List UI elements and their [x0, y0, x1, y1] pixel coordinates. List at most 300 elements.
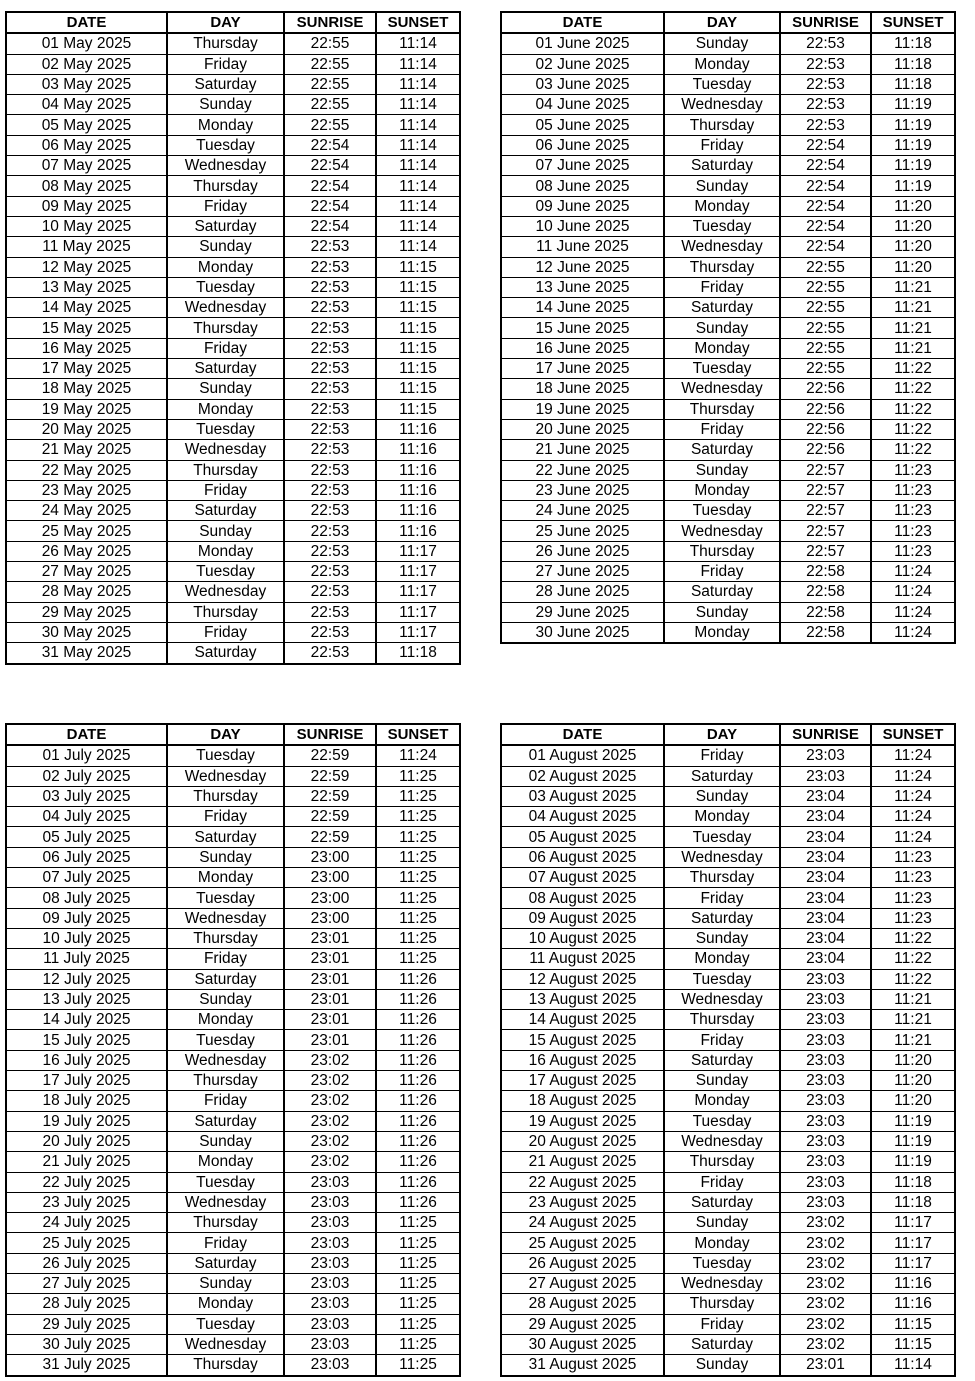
- cell-sunset: 11:20: [871, 1071, 955, 1091]
- cell-sunrise: 22:54: [780, 135, 871, 155]
- cell-date: 25 August 2025: [501, 1233, 664, 1253]
- cell-date: 09 August 2025: [501, 908, 664, 928]
- cell-date: 13 July 2025: [6, 989, 167, 1009]
- table-row: [6, 318, 460, 338]
- cell-date: 15 August 2025: [501, 1030, 664, 1050]
- cell-sunrise: 23:03: [780, 969, 871, 989]
- table-row: [6, 135, 460, 155]
- cell-sunset: 11:25: [376, 807, 460, 827]
- cell-sunset: 11:18: [871, 74, 955, 94]
- cell-sunset: 11:14: [871, 1355, 955, 1376]
- cell-date: 09 June 2025: [501, 196, 664, 216]
- cell-date: 22 June 2025: [501, 460, 664, 480]
- cell-sunrise: 22:53: [780, 95, 871, 115]
- cell-sunrise: 22:54: [284, 216, 376, 236]
- cell-day: Friday: [664, 1030, 780, 1050]
- cell-sunset: 11:18: [871, 54, 955, 74]
- cell-day: Thursday: [167, 460, 284, 480]
- cell-sunrise: 22:55: [284, 33, 376, 54]
- cell-date: 03 June 2025: [501, 74, 664, 94]
- cell-date: 22 August 2025: [501, 1172, 664, 1192]
- header-date: DATE: [6, 12, 167, 33]
- table-row: [501, 399, 955, 419]
- cell-sunrise: 23:02: [284, 1131, 376, 1151]
- cell-day: Monday: [664, 54, 780, 74]
- cell-day: Sunday: [664, 1355, 780, 1376]
- cell-sunrise: 22:55: [780, 257, 871, 277]
- cell-day: Monday: [664, 807, 780, 827]
- cell-date: 17 May 2025: [6, 359, 167, 379]
- cell-date: 03 May 2025: [6, 74, 167, 94]
- cell-date: 17 August 2025: [501, 1071, 664, 1091]
- cell-sunset: 11:25: [376, 949, 460, 969]
- cell-sunrise: 22:53: [284, 521, 376, 541]
- table-row: [501, 196, 955, 216]
- table-row: [6, 1010, 460, 1030]
- cell-sunset: 11:26: [376, 1091, 460, 1111]
- table-row: [6, 257, 460, 277]
- cell-sunset: 11:14: [376, 156, 460, 176]
- cell-day: Sunday: [167, 1274, 284, 1294]
- cell-sunrise: 23:03: [780, 745, 871, 766]
- cell-sunrise: 22:55: [780, 318, 871, 338]
- cell-day: Saturday: [167, 74, 284, 94]
- cell-sunset: 11:25: [376, 1233, 460, 1253]
- cell-date: 27 August 2025: [501, 1274, 664, 1294]
- cell-day: Wednesday: [167, 1334, 284, 1354]
- cell-day: Wednesday: [167, 440, 284, 460]
- cell-sunrise: 23:03: [780, 1030, 871, 1050]
- table-row: [501, 135, 955, 155]
- cell-date: 01 May 2025: [6, 33, 167, 54]
- table-row: [6, 928, 460, 948]
- cell-day: Thursday: [664, 399, 780, 419]
- cell-date: 20 August 2025: [501, 1131, 664, 1151]
- cell-sunrise: 23:03: [780, 1071, 871, 1091]
- cell-date: 06 August 2025: [501, 847, 664, 867]
- cell-date: 11 August 2025: [501, 949, 664, 969]
- cell-day: Wednesday: [664, 521, 780, 541]
- cell-day: Tuesday: [167, 1314, 284, 1334]
- cell-sunset: 11:19: [871, 115, 955, 135]
- cell-day: Thursday: [167, 1355, 284, 1376]
- cell-date: 29 July 2025: [6, 1314, 167, 1334]
- cell-day: Thursday: [167, 786, 284, 806]
- cell-sunset: 11:14: [376, 54, 460, 74]
- cell-sunrise: 22:55: [284, 54, 376, 74]
- table-row: [6, 541, 460, 561]
- cell-day: Saturday: [664, 1050, 780, 1070]
- cell-sunset: 11:21: [871, 1030, 955, 1050]
- cell-date: 18 July 2025: [6, 1091, 167, 1111]
- table-row: [6, 1355, 460, 1376]
- cell-date: 22 May 2025: [6, 460, 167, 480]
- cell-sunrise: 22:57: [780, 541, 871, 561]
- cell-day: Wednesday: [664, 1131, 780, 1151]
- cell-sunset: 11:22: [871, 949, 955, 969]
- table-body: [6, 33, 460, 663]
- cell-sunrise: 23:04: [780, 786, 871, 806]
- cell-sunset: 11:23: [871, 908, 955, 928]
- table-row: [501, 33, 955, 54]
- cell-sunrise: 23:04: [780, 868, 871, 888]
- cell-sunset: 11:14: [376, 196, 460, 216]
- cell-sunrise: 22:54: [284, 176, 376, 196]
- header-date: DATE: [6, 724, 167, 745]
- cell-sunrise: 23:01: [284, 1030, 376, 1050]
- cell-sunrise: 23:01: [284, 1010, 376, 1030]
- cell-date: 08 May 2025: [6, 176, 167, 196]
- cell-sunset: 11:25: [376, 766, 460, 786]
- cell-day: Monday: [167, 115, 284, 135]
- table-row: [501, 257, 955, 277]
- cell-sunset: 11:17: [376, 602, 460, 622]
- table-row: [501, 827, 955, 847]
- cell-date: 14 June 2025: [501, 298, 664, 318]
- cell-sunset: 11:25: [376, 1314, 460, 1334]
- cell-day: Wednesday: [167, 582, 284, 602]
- header-sunrise: SUNRISE: [780, 12, 871, 33]
- cell-sunset: 11:25: [376, 868, 460, 888]
- cell-date: 21 June 2025: [501, 440, 664, 460]
- cell-date: 07 August 2025: [501, 868, 664, 888]
- cell-sunset: 11:14: [376, 115, 460, 135]
- cell-sunset: 11:19: [871, 95, 955, 115]
- table-row: [6, 1071, 460, 1091]
- cell-date: 23 June 2025: [501, 480, 664, 500]
- table-row: [501, 237, 955, 257]
- cell-day: Saturday: [167, 969, 284, 989]
- header-date: DATE: [501, 724, 664, 745]
- cell-day: Monday: [167, 541, 284, 561]
- cell-sunrise: 23:02: [284, 1111, 376, 1131]
- cell-sunset: 11:23: [871, 541, 955, 561]
- cell-sunset: 11:20: [871, 257, 955, 277]
- table-row: [6, 1172, 460, 1192]
- cell-day: Sunday: [167, 989, 284, 1009]
- cell-sunset: 11:17: [871, 1253, 955, 1273]
- cell-day: Sunday: [167, 379, 284, 399]
- cell-day: Friday: [664, 277, 780, 297]
- cell-sunset: 11:26: [376, 969, 460, 989]
- cell-sunset: 11:24: [871, 582, 955, 602]
- cell-day: Wednesday: [664, 237, 780, 257]
- cell-sunset: 11:16: [376, 480, 460, 500]
- cell-day: Tuesday: [167, 419, 284, 439]
- cell-sunset: 11:23: [871, 868, 955, 888]
- cell-sunset: 11:25: [376, 786, 460, 806]
- cell-day: Tuesday: [664, 501, 780, 521]
- cell-sunset: 11:17: [376, 622, 460, 642]
- cell-day: Friday: [167, 1233, 284, 1253]
- table-body: [6, 745, 460, 1375]
- cell-day: Wednesday: [167, 908, 284, 928]
- table-row: [501, 1294, 955, 1314]
- cell-day: Sunday: [664, 786, 780, 806]
- table-row: [501, 786, 955, 806]
- cell-sunrise: 22:58: [780, 562, 871, 582]
- cell-date: 04 August 2025: [501, 807, 664, 827]
- cell-date: 26 May 2025: [6, 541, 167, 561]
- table-row: [501, 1253, 955, 1273]
- table-row: [501, 1213, 955, 1233]
- cell-sunset: 11:24: [871, 602, 955, 622]
- cell-sunrise: 22:54: [780, 237, 871, 257]
- cell-sunset: 11:20: [871, 216, 955, 236]
- cell-day: Thursday: [167, 1071, 284, 1091]
- table-row: [501, 602, 955, 622]
- cell-sunset: 11:24: [871, 786, 955, 806]
- cell-day: Saturday: [167, 216, 284, 236]
- table-row: [6, 1050, 460, 1070]
- table-row: [6, 156, 460, 176]
- cell-sunrise: 22:53: [780, 33, 871, 54]
- cell-date: 07 May 2025: [6, 156, 167, 176]
- cell-date: 30 May 2025: [6, 622, 167, 642]
- cell-sunset: 11:26: [376, 1030, 460, 1050]
- cell-sunrise: 23:00: [284, 847, 376, 867]
- cell-sunset: 11:21: [871, 298, 955, 318]
- cell-day: Friday: [664, 1314, 780, 1334]
- cell-day: Monday: [167, 399, 284, 419]
- cell-sunrise: 22:53: [284, 460, 376, 480]
- cell-sunset: 11:21: [871, 1010, 955, 1030]
- cell-sunrise: 22:53: [284, 480, 376, 500]
- cell-day: Wednesday: [664, 1274, 780, 1294]
- cell-sunset: 11:15: [376, 277, 460, 297]
- sunrise-sunset-table-may: [5, 11, 461, 665]
- cell-date: 20 June 2025: [501, 419, 664, 439]
- cell-sunset: 11:20: [871, 1050, 955, 1070]
- cell-date: 28 July 2025: [6, 1294, 167, 1314]
- cell-sunset: 11:19: [871, 135, 955, 155]
- cell-date: 12 June 2025: [501, 257, 664, 277]
- cell-sunrise: 23:03: [284, 1192, 376, 1212]
- cell-day: Tuesday: [664, 827, 780, 847]
- cell-date: 29 June 2025: [501, 602, 664, 622]
- cell-day: Friday: [664, 135, 780, 155]
- table-body: [501, 745, 955, 1375]
- cell-date: 11 July 2025: [6, 949, 167, 969]
- cell-sunset: 11:25: [376, 888, 460, 908]
- cell-sunset: 11:15: [376, 379, 460, 399]
- cell-sunset: 11:24: [871, 562, 955, 582]
- cell-sunrise: 22:55: [780, 338, 871, 358]
- table-row: [6, 419, 460, 439]
- cell-date: 16 August 2025: [501, 1050, 664, 1070]
- table-row: [501, 1192, 955, 1212]
- cell-day: Sunday: [167, 521, 284, 541]
- header-sunrise: SUNRISE: [780, 724, 871, 745]
- table-row: [6, 501, 460, 521]
- cell-sunrise: 22:57: [780, 521, 871, 541]
- cell-sunrise: 23:03: [284, 1172, 376, 1192]
- cell-day: Monday: [664, 338, 780, 358]
- table-row: [6, 745, 460, 766]
- table-header-row: [6, 12, 460, 33]
- cell-sunset: 11:23: [871, 460, 955, 480]
- cell-sunset: 11:26: [376, 1192, 460, 1212]
- table-row: [501, 216, 955, 236]
- cell-sunrise: 23:04: [780, 888, 871, 908]
- cell-day: Tuesday: [167, 745, 284, 766]
- cell-day: Thursday: [664, 115, 780, 135]
- cell-date: 19 August 2025: [501, 1111, 664, 1131]
- table-row: [501, 541, 955, 561]
- cell-sunset: 11:18: [871, 1192, 955, 1212]
- cell-date: 23 August 2025: [501, 1192, 664, 1212]
- cell-date: 12 August 2025: [501, 969, 664, 989]
- cell-date: 17 July 2025: [6, 1071, 167, 1091]
- cell-date: 14 May 2025: [6, 298, 167, 318]
- cell-sunrise: 23:00: [284, 868, 376, 888]
- table-row: [6, 1091, 460, 1111]
- cell-sunrise: 22:57: [780, 501, 871, 521]
- table-row: [501, 440, 955, 460]
- table-row: [501, 1111, 955, 1131]
- cell-day: Saturday: [664, 766, 780, 786]
- cell-sunrise: 22:53: [780, 54, 871, 74]
- cell-sunrise: 23:04: [780, 847, 871, 867]
- cell-day: Monday: [664, 1091, 780, 1111]
- cell-day: Wednesday: [664, 847, 780, 867]
- cell-date: 06 June 2025: [501, 135, 664, 155]
- cell-day: Monday: [167, 1294, 284, 1314]
- cell-day: Thursday: [167, 176, 284, 196]
- cell-date: 25 July 2025: [6, 1233, 167, 1253]
- table-row: [6, 989, 460, 1009]
- cell-sunrise: 22:58: [780, 602, 871, 622]
- cell-sunrise: 23:01: [284, 969, 376, 989]
- table-row: [6, 237, 460, 257]
- cell-date: 25 June 2025: [501, 521, 664, 541]
- cell-sunrise: 22:59: [284, 786, 376, 806]
- table-row: [6, 54, 460, 74]
- cell-sunset: 11:24: [376, 745, 460, 766]
- cell-day: Friday: [167, 949, 284, 969]
- cell-sunset: 11:21: [871, 338, 955, 358]
- cell-day: Sunday: [664, 33, 780, 54]
- table-row: [6, 460, 460, 480]
- header-sunrise: SUNRISE: [284, 12, 376, 33]
- cell-date: 03 July 2025: [6, 786, 167, 806]
- cell-sunrise: 22:56: [780, 399, 871, 419]
- cell-sunset: 11:21: [871, 989, 955, 1009]
- cell-sunset: 11:22: [871, 928, 955, 948]
- table-row: [501, 1152, 955, 1172]
- cell-day: Saturday: [664, 1192, 780, 1212]
- cell-sunrise: 23:03: [284, 1253, 376, 1273]
- table-row: [501, 949, 955, 969]
- table-row: [501, 1172, 955, 1192]
- cell-date: 16 June 2025: [501, 338, 664, 358]
- cell-date: 16 July 2025: [6, 1050, 167, 1070]
- cell-sunset: 11:26: [376, 1152, 460, 1172]
- table-row: [501, 74, 955, 94]
- table-row: [501, 847, 955, 867]
- sunrise-sunset-table-june: [500, 11, 956, 644]
- cell-sunset: 11:26: [376, 1131, 460, 1151]
- table-row: [501, 1355, 955, 1376]
- table-row: [6, 277, 460, 297]
- cell-date: 06 July 2025: [6, 847, 167, 867]
- table-row: [6, 1253, 460, 1273]
- cell-sunset: 11:22: [871, 379, 955, 399]
- cell-day: Sunday: [167, 1131, 284, 1151]
- table-row: [501, 868, 955, 888]
- cell-sunset: 11:25: [376, 847, 460, 867]
- cell-day: Sunday: [664, 928, 780, 948]
- cell-day: Monday: [167, 257, 284, 277]
- cell-sunset: 11:19: [871, 1152, 955, 1172]
- cell-date: 10 May 2025: [6, 216, 167, 236]
- cell-day: Monday: [664, 196, 780, 216]
- cell-date: 13 May 2025: [6, 277, 167, 297]
- cell-sunrise: 23:02: [284, 1091, 376, 1111]
- cell-sunrise: 23:03: [780, 1172, 871, 1192]
- cell-sunrise: 22:54: [284, 156, 376, 176]
- cell-sunset: 11:22: [871, 419, 955, 439]
- cell-sunset: 11:20: [871, 1091, 955, 1111]
- table-row: [6, 949, 460, 969]
- cell-day: Saturday: [664, 298, 780, 318]
- table-row: [501, 338, 955, 358]
- cell-date: 08 July 2025: [6, 888, 167, 908]
- cell-sunset: 11:15: [871, 1314, 955, 1334]
- cell-day: Wednesday: [167, 1050, 284, 1070]
- cell-sunrise: 22:59: [284, 827, 376, 847]
- cell-date: 09 July 2025: [6, 908, 167, 928]
- cell-sunrise: 22:54: [284, 196, 376, 216]
- table-row: [6, 643, 460, 664]
- cell-sunrise: 22:55: [284, 95, 376, 115]
- cell-sunset: 11:16: [376, 501, 460, 521]
- table-row: [6, 379, 460, 399]
- table-row: [501, 766, 955, 786]
- cell-date: 23 May 2025: [6, 480, 167, 500]
- cell-sunrise: 22:53: [284, 257, 376, 277]
- cell-day: Sunday: [167, 847, 284, 867]
- cell-sunset: 11:26: [376, 1172, 460, 1192]
- cell-day: Sunday: [167, 237, 284, 257]
- table-row: [501, 419, 955, 439]
- table-row: [6, 95, 460, 115]
- cell-date: 17 June 2025: [501, 359, 664, 379]
- cell-date: 26 June 2025: [501, 541, 664, 561]
- cell-sunrise: 23:03: [780, 1050, 871, 1070]
- cell-sunset: 11:14: [376, 176, 460, 196]
- cell-sunrise: 22:53: [284, 501, 376, 521]
- cell-day: Saturday: [167, 1111, 284, 1131]
- cell-date: 31 July 2025: [6, 1355, 167, 1376]
- cell-sunset: 11:23: [871, 888, 955, 908]
- cell-sunrise: 22:57: [780, 480, 871, 500]
- cell-day: Thursday: [167, 928, 284, 948]
- cell-day: Tuesday: [167, 888, 284, 908]
- cell-sunrise: 23:03: [284, 1294, 376, 1314]
- table-row: [6, 1294, 460, 1314]
- cell-day: Friday: [167, 54, 284, 74]
- cell-sunrise: 22:53: [284, 399, 376, 419]
- cell-day: Sunday: [664, 1213, 780, 1233]
- cell-day: Monday: [167, 1152, 284, 1172]
- cell-day: Saturday: [664, 1334, 780, 1354]
- table-header-row: [501, 724, 955, 745]
- cell-sunset: 11:25: [376, 908, 460, 928]
- cell-sunset: 11:19: [871, 156, 955, 176]
- cell-sunrise: 23:03: [284, 1334, 376, 1354]
- table-row: [6, 622, 460, 642]
